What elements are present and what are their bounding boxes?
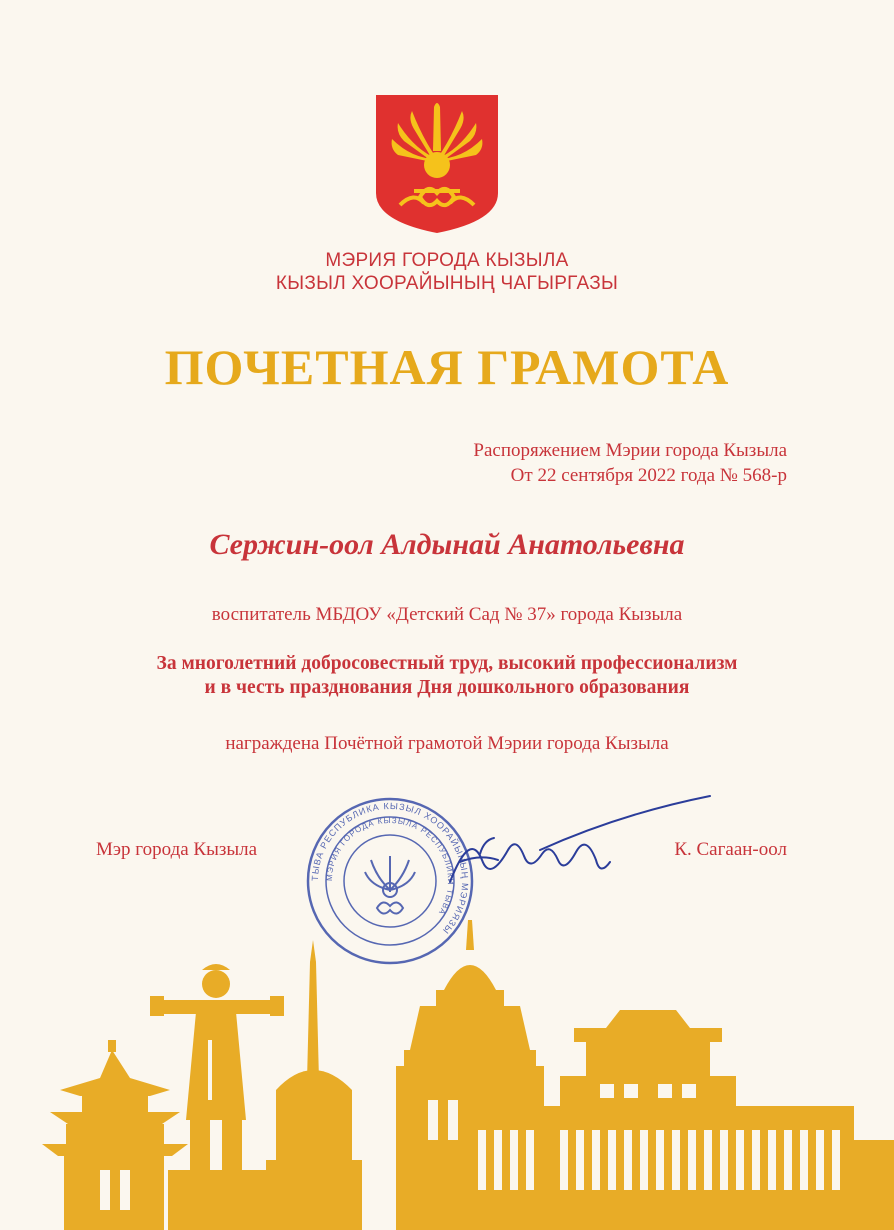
award-reason-line-1: За многолетний добросовестный труд, высокий профессионализм bbox=[156, 653, 738, 674]
awarded-text: награждена Почётной грамотой Мэрии города Кызыла bbox=[225, 733, 669, 754]
decree-line-2: От 22 сентября 2022 года № 568-р bbox=[510, 465, 787, 486]
seal-outer-text: ТЫВА РЕСПУБЛИКА КЫЗЫЛ ХООРАЙЫНЫҢ МЭРИЯЗЫ bbox=[309, 800, 471, 937]
signatory-name: К. Сагаан-оол bbox=[674, 839, 787, 860]
recipient-name: Сержин-оол Алдынай Анатольевна bbox=[209, 528, 685, 561]
org-name-russian: МЭРИЯ ГОРОДА КЫЗЫЛА bbox=[325, 250, 569, 271]
seal-inner-text: МЭРИЯ ГОРОДА КЫЗЫЛА РЕСПУБЛИКИ ТЫВА bbox=[324, 815, 456, 917]
decree-line-1: Распоряжением Мэрии города Кызыла bbox=[473, 440, 787, 461]
certificate-title: ПОЧЕТНАЯ ГРАМОТА bbox=[164, 339, 730, 395]
signatory-title: Мэр города Кызыла bbox=[96, 839, 258, 860]
award-reason-line-2: и в честь празднования Дня дошкольного образования bbox=[204, 677, 690, 698]
city-skyline-icon bbox=[0, 900, 894, 1230]
coat-of-arms-icon bbox=[374, 93, 500, 235]
org-name-tuvan: КЫЗЫЛ ХООРАЙЫНЫҢ ЧАГЫРГАЗЫ bbox=[275, 273, 619, 294]
recipient-position: воспитатель МБДОУ «Детский Сад № 37» города Кызыла bbox=[211, 604, 683, 625]
